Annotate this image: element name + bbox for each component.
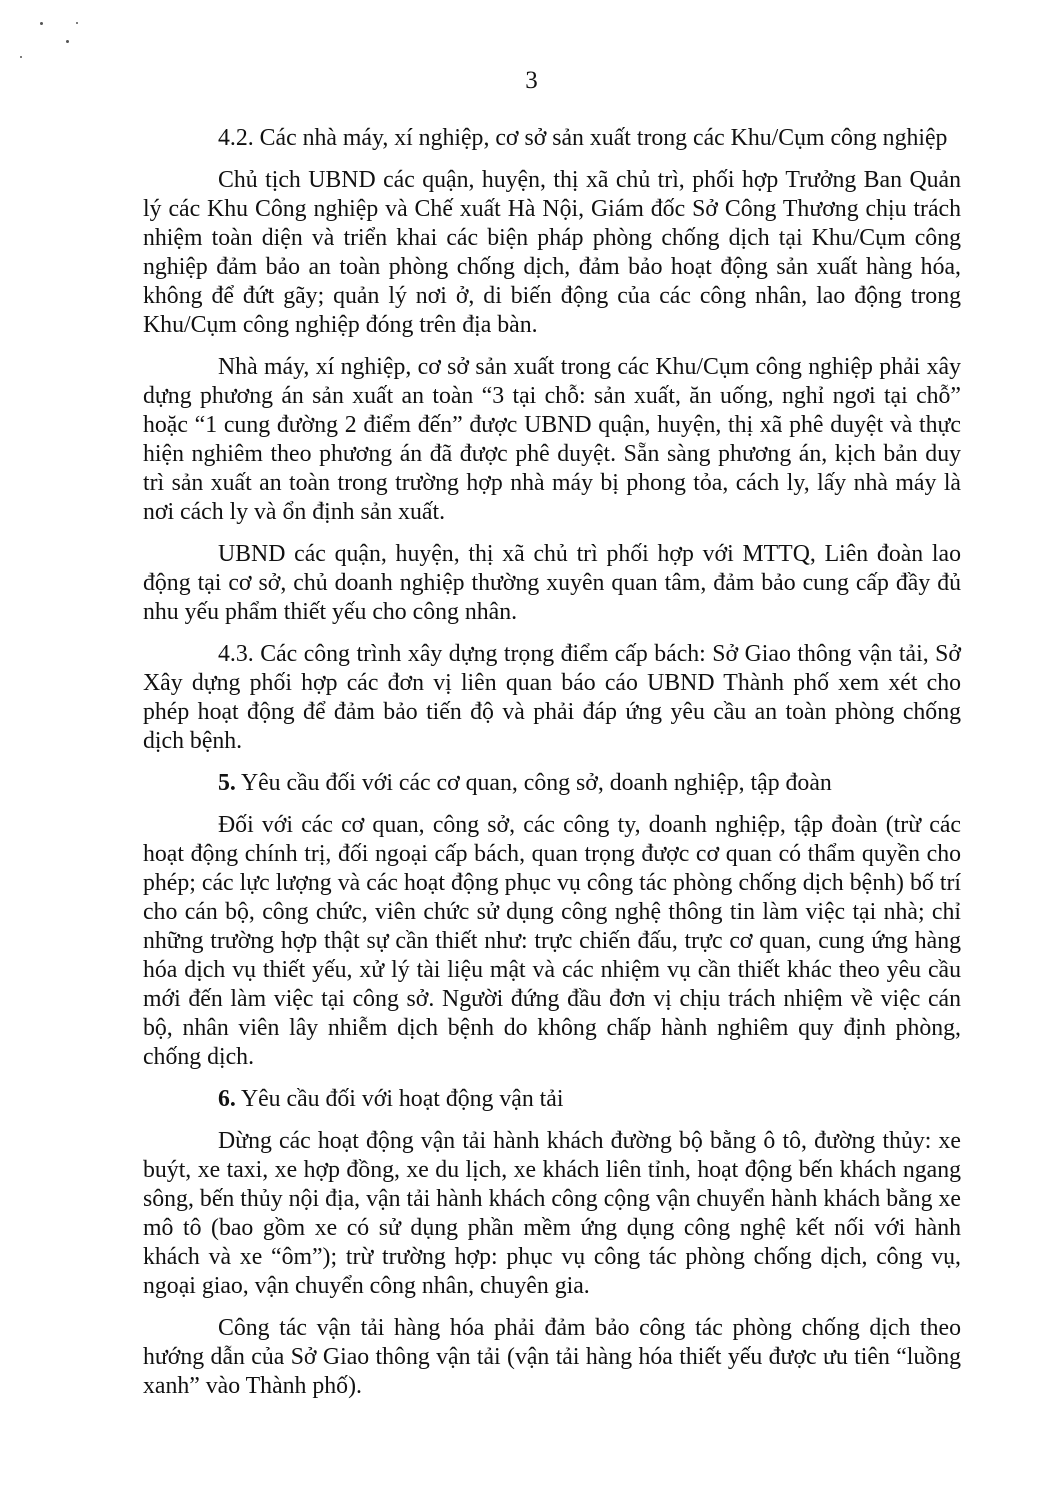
section-heading-4-2: 4.2. Các nhà máy, xí nghiệp, cơ sở sản xuất trong các Khu/Cụm công nghiệp — [218, 125, 948, 151]
paragraph-construction-works: 4.3. Các công trình xây dựng trọng điểm cấp bách: Sở Giao thông vận tải, Sở Xây dựng phối hợp các đơn vị liên quan báo cáo UBND Thành phố xem xét cho phép hoạt động để đảm bảo tiến độ và phải đáp ứng yêu cầu an toàn phòng chống dịch bệnh. — [143, 641, 961, 754]
section-number: 5. — [218, 770, 236, 796]
paragraph-worker-supplies: UBND các quận, huyện, thị xã chủ trì phối hợp với MTTQ, Liên đoàn lao động tại cơ sở, chủ doanh nghiệp thường xuyên quan tâm, đảm bảo cung cấp đầy đủ nhu yếu phẩm thiết yếu cho công nhân. — [143, 541, 961, 625]
scan-speck — [40, 22, 43, 25]
section-title: Yêu cầu đối với hoạt động vận tải — [240, 1086, 564, 1112]
document-body — [143, 124, 961, 1414]
scan-speck — [20, 56, 22, 58]
section-heading-6 — [143, 1085, 961, 1114]
paragraph-passenger-transport-stop: Dừng các hoạt động vận tải hành khách đường bộ bằng ô tô, đường thủy: xe buýt, xe taxi, xe hợp đồng, xe du lịch, xe khách liên tỉnh, hoạt động bến khách ngang sông, bến thủy nội địa, vận tải hành khách công cộng vận chuyển hành khách bằng xe mô tô (bao gồm xe có sử dụng phần mềm ứng dụng công nghệ kết nối với hành khách và xe “ôm”); trừ trường hợp: phục vụ công tác phòng chống dịch, công vụ, ngoại giao, vận chuyển công nhân, chuyên gia. — [143, 1128, 961, 1299]
paragraph-factory-safety-plan: Nhà máy, xí nghiệp, cơ sở sản xuất trong các Khu/Cụm công nghiệp phải xây dựng phương án sản xuất an toàn “3 tại chỗ: sản xuất, ăn uống, nghỉ ngơi tại chỗ” hoặc “1 cung đường 2 điểm đến” được UBND quận, huyện, thị xã phê duyệt và thực hiện nghiêm theo phương án đã được phê duyệt. Sẵn sàng phương án, kịch bản duy trì sản xuất an toàn trong trường hợp nhà máy bị phong tỏa, cách ly, lấy nhà máy là nơi cách ly và ổn định sản xuất. — [143, 354, 961, 525]
scan-speck — [66, 40, 69, 43]
paragraph-offices-work-from-home: Đối với các cơ quan, công sở, các công ty, doanh nghiệp, tập đoàn (trừ các hoạt động chính trị, đối ngoại cấp bách, quan trọng được cơ quan có thẩm quyền cho phép; các lực lượng và các hoạt động phục vụ công tác phòng chống dịch bệnh) bố trí cho cán bộ, công chức, viên chức sử dụng công nghệ thông tin làm việc tại nhà; chỉ những trường hợp thật sự cần thiết như: trực chiến đấu, trực cơ quan, cung ứng hàng hóa dịch vụ thiết yếu, xử lý tài liệu mật và các nhiệm vụ cần thiết khác theo yêu cầu mới đến làm việc tại công sở. Người đứng đầu đơn vị chịu trách nhiệm về việc cán bộ, nhân viên lây nhiễm dịch bệnh do không chấp hành nghiêm quy định phòng, chống dịch. — [143, 812, 961, 1070]
section-title: Yêu cầu đối với các cơ quan, công sở, doanh nghiệp, tập đoàn — [240, 770, 832, 796]
section-number: 6. — [218, 1086, 236, 1112]
page-number: 3 — [525, 67, 538, 94]
paragraph-freight-transport: Công tác vận tải hàng hóa phải đảm bảo công tác phòng chống dịch theo hướng dẫn của Sở Giao thông vận tải (vận tải hàng hóa thiết yếu được ưu tiên “luồng xanh” vào Thành phố). — [143, 1315, 961, 1399]
scan-speck — [76, 22, 78, 24]
paragraph-industrial-zones-responsibility: Chủ tịch UBND các quận, huyện, thị xã chủ trì, phối hợp Trưởng Ban Quản lý các Khu Công nghiệp và Chế xuất Hà Nội, Giám đốc Sở Công Thương chịu trách nhiệm toàn diện và triển khai các biện pháp phòng chống dịch tại Khu/Cụm công nghiệp đảm bảo an toàn phòng chống dịch, đảm bảo hoạt động sản xuất hàng hóa, không để đứt gãy; quản lý nơi ở, di biến động của các công nhân, lao động trong Khu/Cụm công nghiệp đóng trên địa bàn. — [143, 167, 961, 338]
section-heading-5 — [143, 769, 961, 798]
